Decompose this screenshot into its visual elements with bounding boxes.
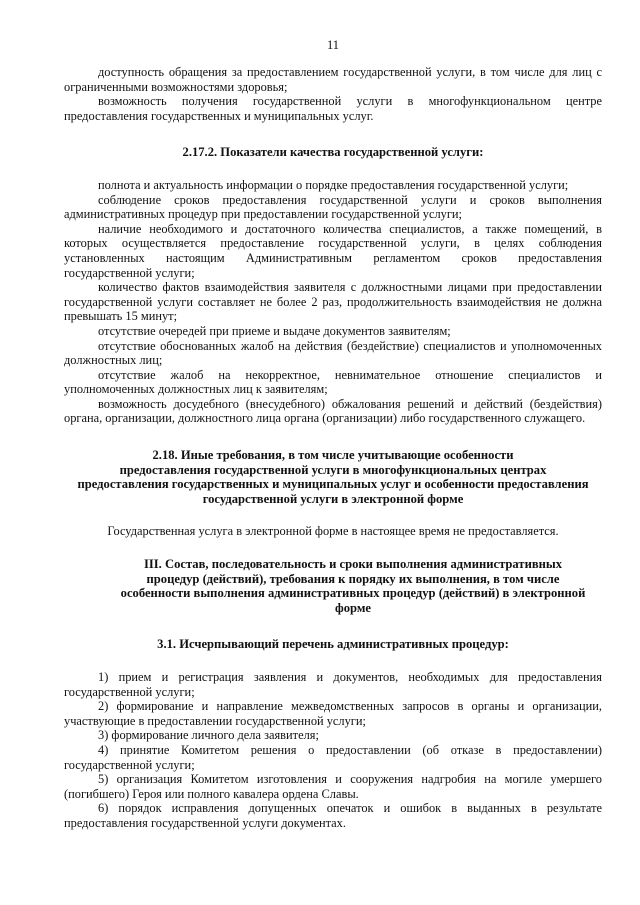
list-item: отсутствие жалоб на некорректное, невнимательное отношение специалистов и уполномоченных должностных лиц к заявителям;: [64, 367, 602, 397]
section-31-list: [64, 670, 602, 831]
list-item: 5) организация Комитетом изготовления и сооружения надгробия на могиле умершего (погибшего) Героя или полного кавалера ордена Славы.: [64, 772, 602, 801]
heading-line: предоставления государственной услуги в многофункциональных центрах: [119, 462, 547, 477]
section-31-heading: 3.1. Исчерпывающий перечень административных процедур:: [157, 637, 509, 652]
list-item: наличие необходимого и достаточного количества специалистов, а также помещений, в которых осуществляется предоставление государственной услуги, в целях соблюдения установленных настоящим Административным регламентом сроков предоставления государственной услуги;: [64, 221, 602, 280]
heading-line: процедур (действий), требования к порядку их выполнения, в том числе: [146, 571, 560, 586]
list-item: 4) принятие Комитетом решения о предоставлении (об отказе в предоставлении) государственной услуги;: [64, 742, 602, 772]
heading-line: особенности выполнения административных процедур (действий) в электронной: [120, 586, 586, 601]
list-item: отсутствие очередей при приеме и выдаче документов заявителям;: [98, 323, 451, 338]
heading-line: форме: [335, 600, 371, 615]
intro-block: [64, 65, 602, 123]
intro-paragraph: возможность получения государственной услуги в многофункциональном центре предоставления государственных и муниципальных услуг.: [64, 94, 602, 123]
section-218-text: Государственная услуга в электронной форме в настоящее время не предоставляется.: [107, 524, 559, 539]
list-item: возможность досудебного (внесудебного) обжалования решений и действий (бездействия) органа, организации, должностного лица органа (организации) либо государственного служащего.: [64, 396, 602, 426]
heading-line: предоставления государственных и муниципальных услуг и особенности предоставления: [77, 477, 589, 492]
list-item: 3) формирование личного дела заявителя;: [98, 728, 319, 743]
heading-line: государственной услуги в электронной форме: [202, 491, 464, 506]
list-item: количество фактов взаимодействия заявителя с должностными лицами при предоставлении государственной услуги составляет не более 2 раз, продолжительность взаимодействия не должна превышать 15 минут;: [64, 280, 602, 324]
intro-paragraph: доступность обращения за предоставлением государственной услуги, в том числе для лиц с ограниченными возможностями здоровья;: [64, 65, 602, 94]
list-item: 6) порядок исправления допущенных опечаток и ошибок в выданных в результате предоставления государственной услуги документах.: [64, 801, 602, 830]
section-218-heading: [64, 448, 602, 506]
section-2172-list: [64, 178, 602, 426]
page-number: 11: [326, 38, 340, 52]
list-item: отсутствие обоснованных жалоб на действия (бездействие) специалистов и уполномоченных должностных лиц;: [64, 338, 602, 368]
list-item: полнота и актуальность информации о порядке предоставления государственной услуги;: [98, 177, 569, 192]
heading-line: 2.18. Иные требования, в том числе учитывающие особенности: [152, 448, 514, 463]
list-item: соблюдение сроков предоставления государственной услуги и сроков выполнения административных процедур при предоставлении государственной услуги;: [64, 192, 602, 222]
section-2172-heading: 2.17.2. Показатели качества государственной услуги:: [182, 145, 484, 160]
list-item: 2) формирование и направление межведомственных запросов в органы и организации, участвующие в предоставлении государственной услуги;: [64, 699, 602, 728]
list-item: 1) прием и регистрация заявления и документов, необходимых для предоставления государственной услуги;: [64, 670, 602, 699]
section-3-heading: [64, 557, 602, 615]
heading-line: III. Состав, последовательность и сроки выполнения административных: [143, 557, 563, 572]
